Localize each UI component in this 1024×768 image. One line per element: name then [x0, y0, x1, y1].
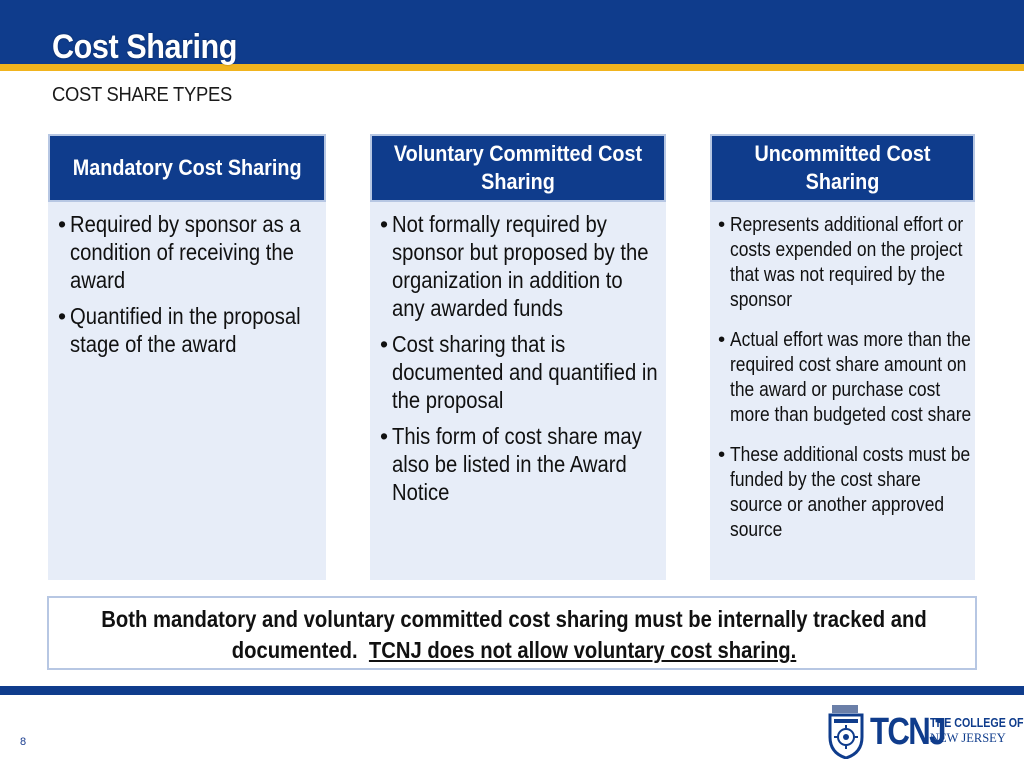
college-seal-icon [826, 703, 866, 759]
policy-note-statement: Both mandatory and voluntary committed cost sharing must be internally tracked and documented. [101, 606, 927, 663]
page-number: 8 [20, 736, 27, 748]
logo-abbreviation: TCNJ [870, 711, 945, 753]
mandatory-cost-sharing-card [48, 134, 326, 580]
card-heading-text: Voluntary Committed Cost Sharing [393, 141, 643, 194]
card-heading-text: Uncommitted Cost Sharing [754, 141, 931, 194]
bullet-item: • This form of cost share may also be listed in the Award Notice [380, 422, 696, 506]
card-heading [48, 134, 326, 202]
footer-band [0, 686, 1024, 695]
policy-note-box [47, 596, 977, 670]
bullet-item: • Quantified in the proposal stage of the award [58, 302, 358, 358]
logo-name-line1: THE COLLEGE OF [930, 715, 1024, 730]
bullet-list [380, 210, 696, 514]
tcnj-logo [826, 703, 1024, 759]
voluntary-committed-cost-sharing-card [370, 134, 666, 580]
bullet-item: • Cost sharing that is documented and quantified in the proposal [380, 330, 696, 414]
bullet-item: • Required by sponsor as a condition of receiving the award [58, 210, 358, 294]
logo-name-line2: NEW JERSEY [930, 731, 1006, 745]
card-heading [710, 134, 975, 202]
policy-note-emphasis: TCNJ does not allow voluntary cost sharing. [368, 637, 797, 663]
slide-subtitle: COST SHARE TYPES [52, 84, 232, 106]
bullet-item: • Not formally required by sponsor but proposed by the organization in addition to any awarded funds [380, 210, 696, 322]
bullet-item: • Represents additional effort or costs expended on the project that was not required by the sponsor [718, 212, 1014, 312]
bullet-item: • These additional costs must be funded by the cost share source or another approved source [718, 442, 1014, 542]
uncommitted-cost-sharing-card [710, 134, 975, 580]
bullet-item: • Actual effort was more than the required cost share amount on the award or purchase cost more than budgeted cost share [718, 327, 1014, 427]
card-heading-text: Mandatory Cost Sharing [72, 155, 302, 180]
slide-title: Cost Sharing [52, 28, 238, 66]
bullet-list [58, 210, 358, 366]
card-heading [370, 134, 666, 202]
policy-note-text [56, 604, 971, 666]
bullet-list [718, 212, 1014, 557]
